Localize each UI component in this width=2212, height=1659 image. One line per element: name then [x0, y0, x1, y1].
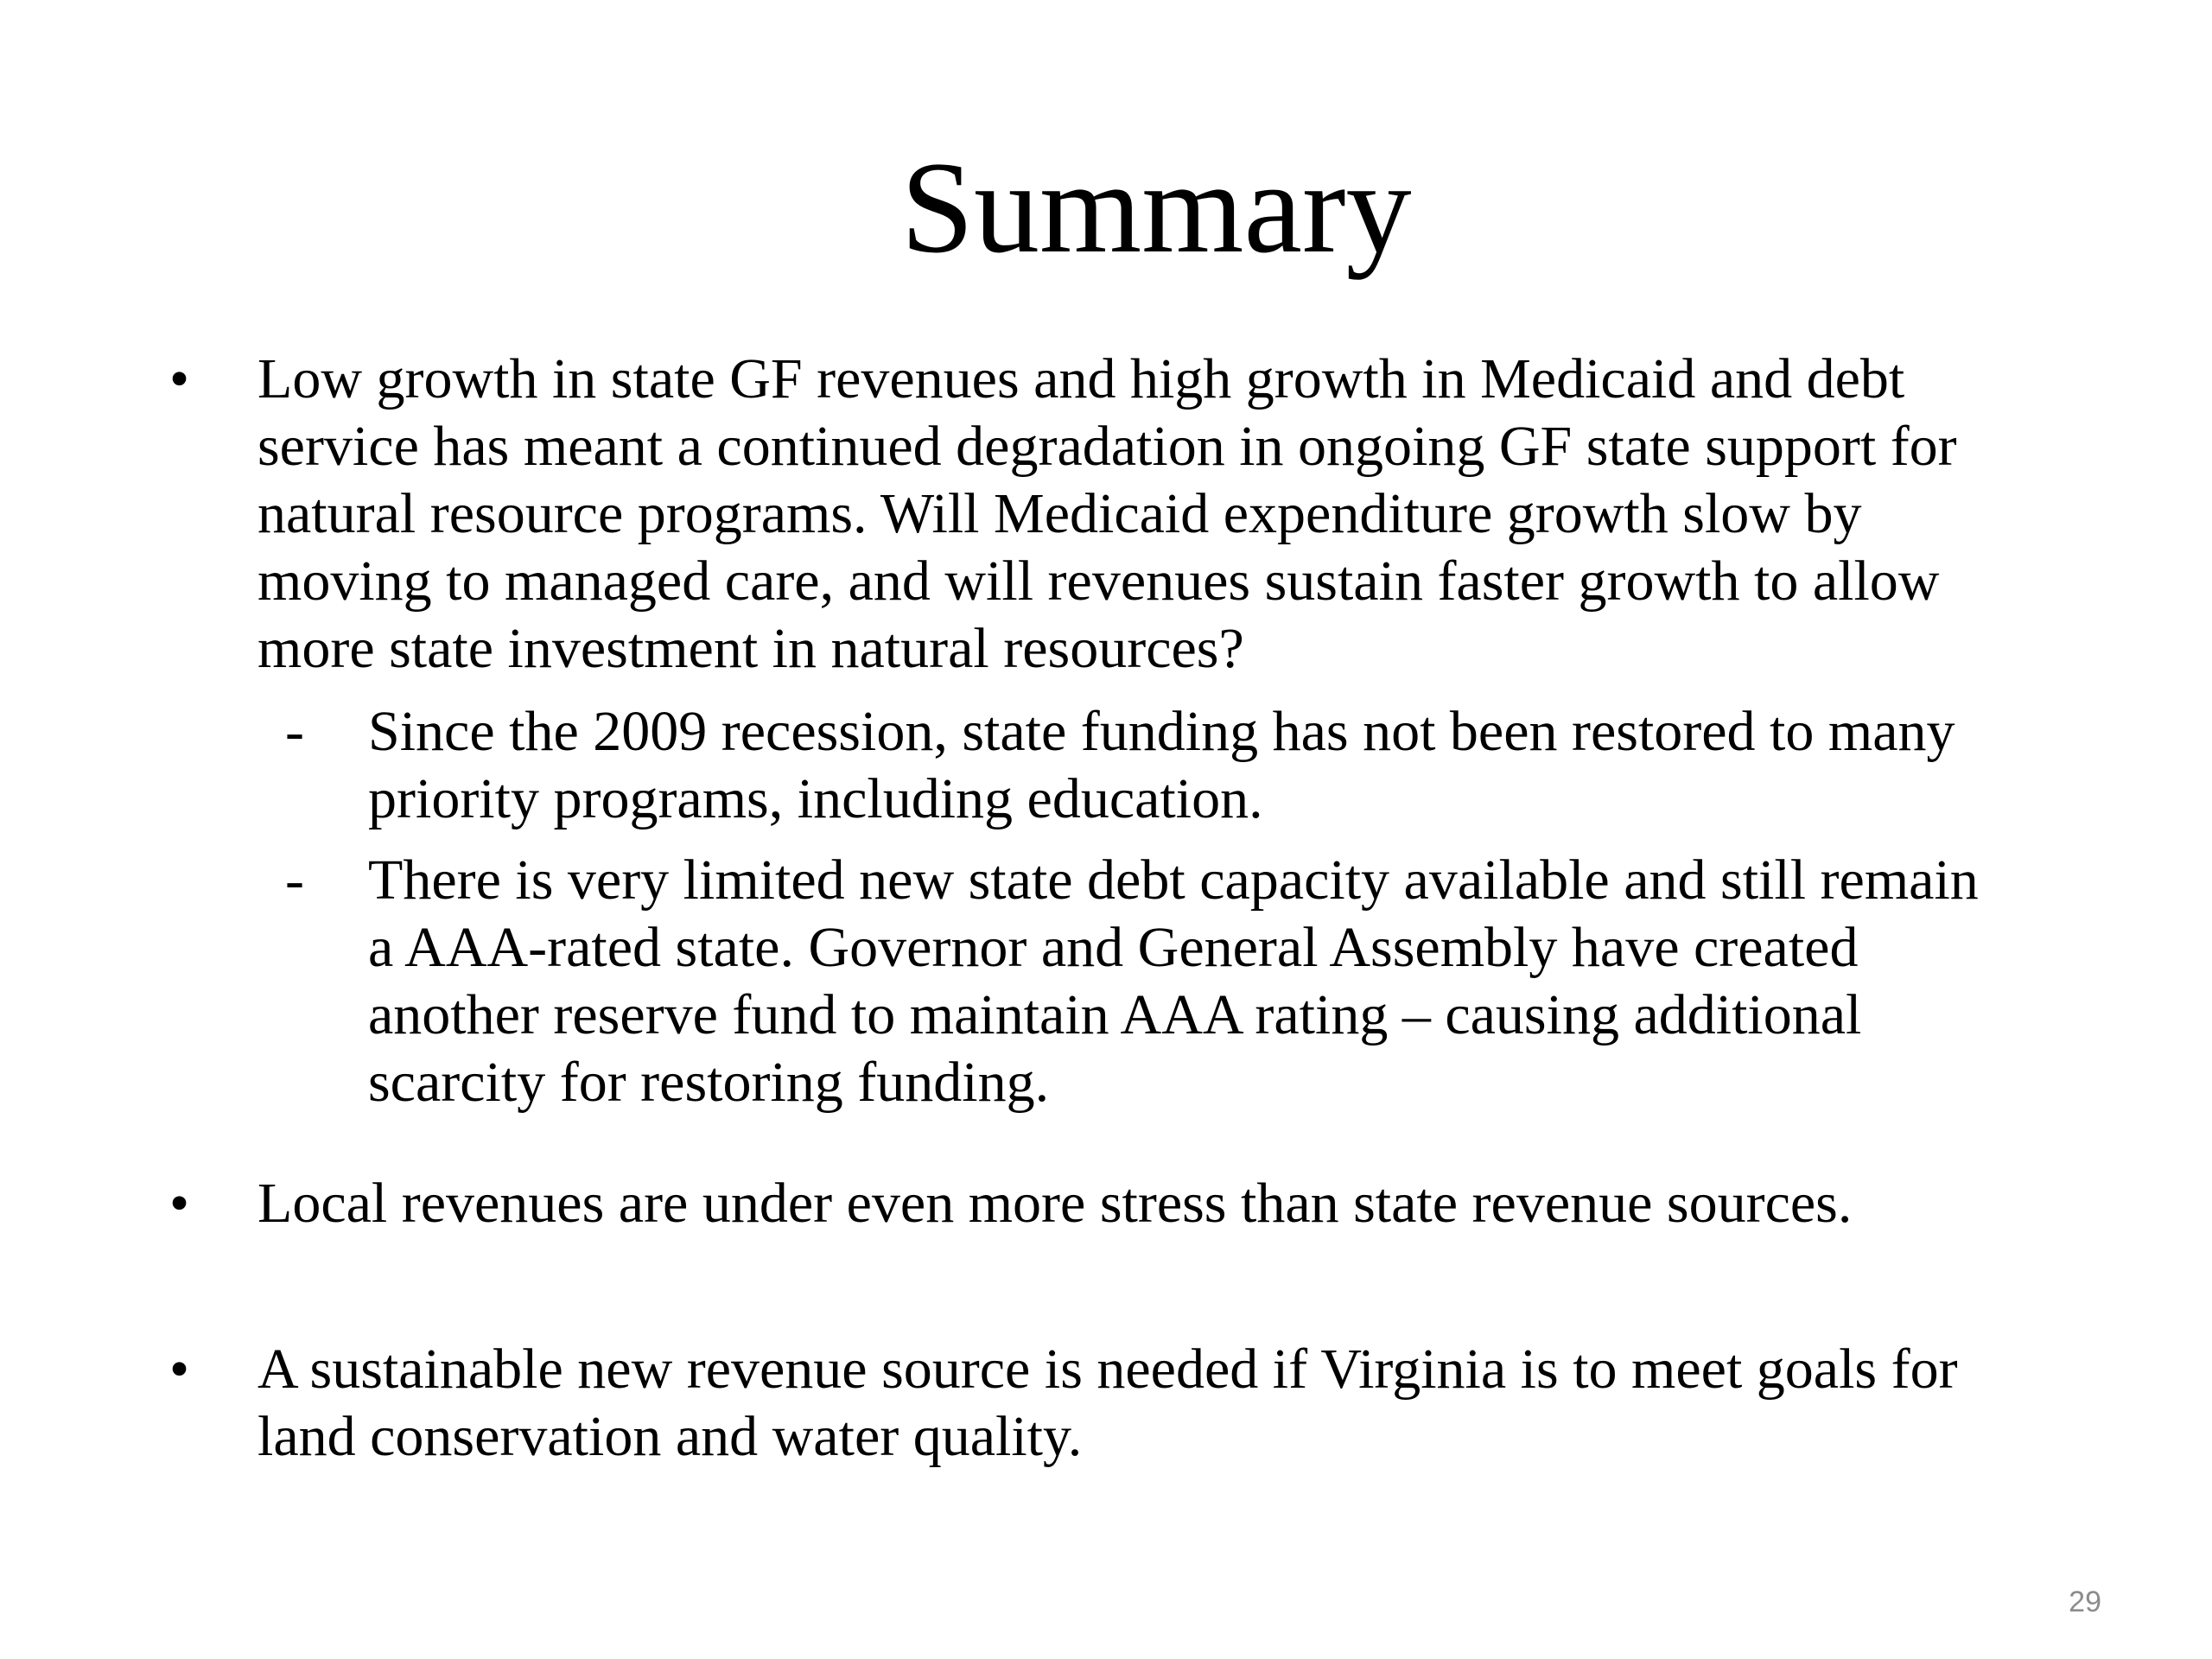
sub-item-text: There is very limited new state debt capacity available and still remain a AAA-rated state. Governor and General Assembly have created another reserve fund to maintain AAA rating – causing additional scarcity for restoring funding. — [368, 849, 1979, 1114]
slide-title: Summary — [900, 135, 1412, 280]
bullet-marker: • — [169, 1338, 190, 1401]
bullet-text: A sustainable new revenue source is needed if Virginia is to meet goals for land conservation and water quality. — [257, 1338, 1958, 1468]
bullet-text: Local revenues are under even more stress than state revenue sources. — [257, 1172, 1853, 1235]
bullet-text: Low growth in state GF revenues and high growth in Medicaid and debt service has meant a continued degradation in ongoing GF state support for natural resource programs. Will Medicaid expenditure growth slow by moving to managed care, and will revenues sustain faster growth to allow more state investment in natural resources? — [257, 347, 1957, 680]
bullet-marker: • — [169, 1172, 190, 1235]
sub-item-marker: - — [285, 849, 304, 912]
bullet-marker: • — [169, 347, 190, 410]
sub-item-text: Since the 2009 recession, state funding has not been restored to many priority programs, including education. — [368, 700, 1955, 830]
sub-item-marker: - — [285, 700, 304, 763]
page-number: 29 — [2069, 1586, 2101, 1618]
